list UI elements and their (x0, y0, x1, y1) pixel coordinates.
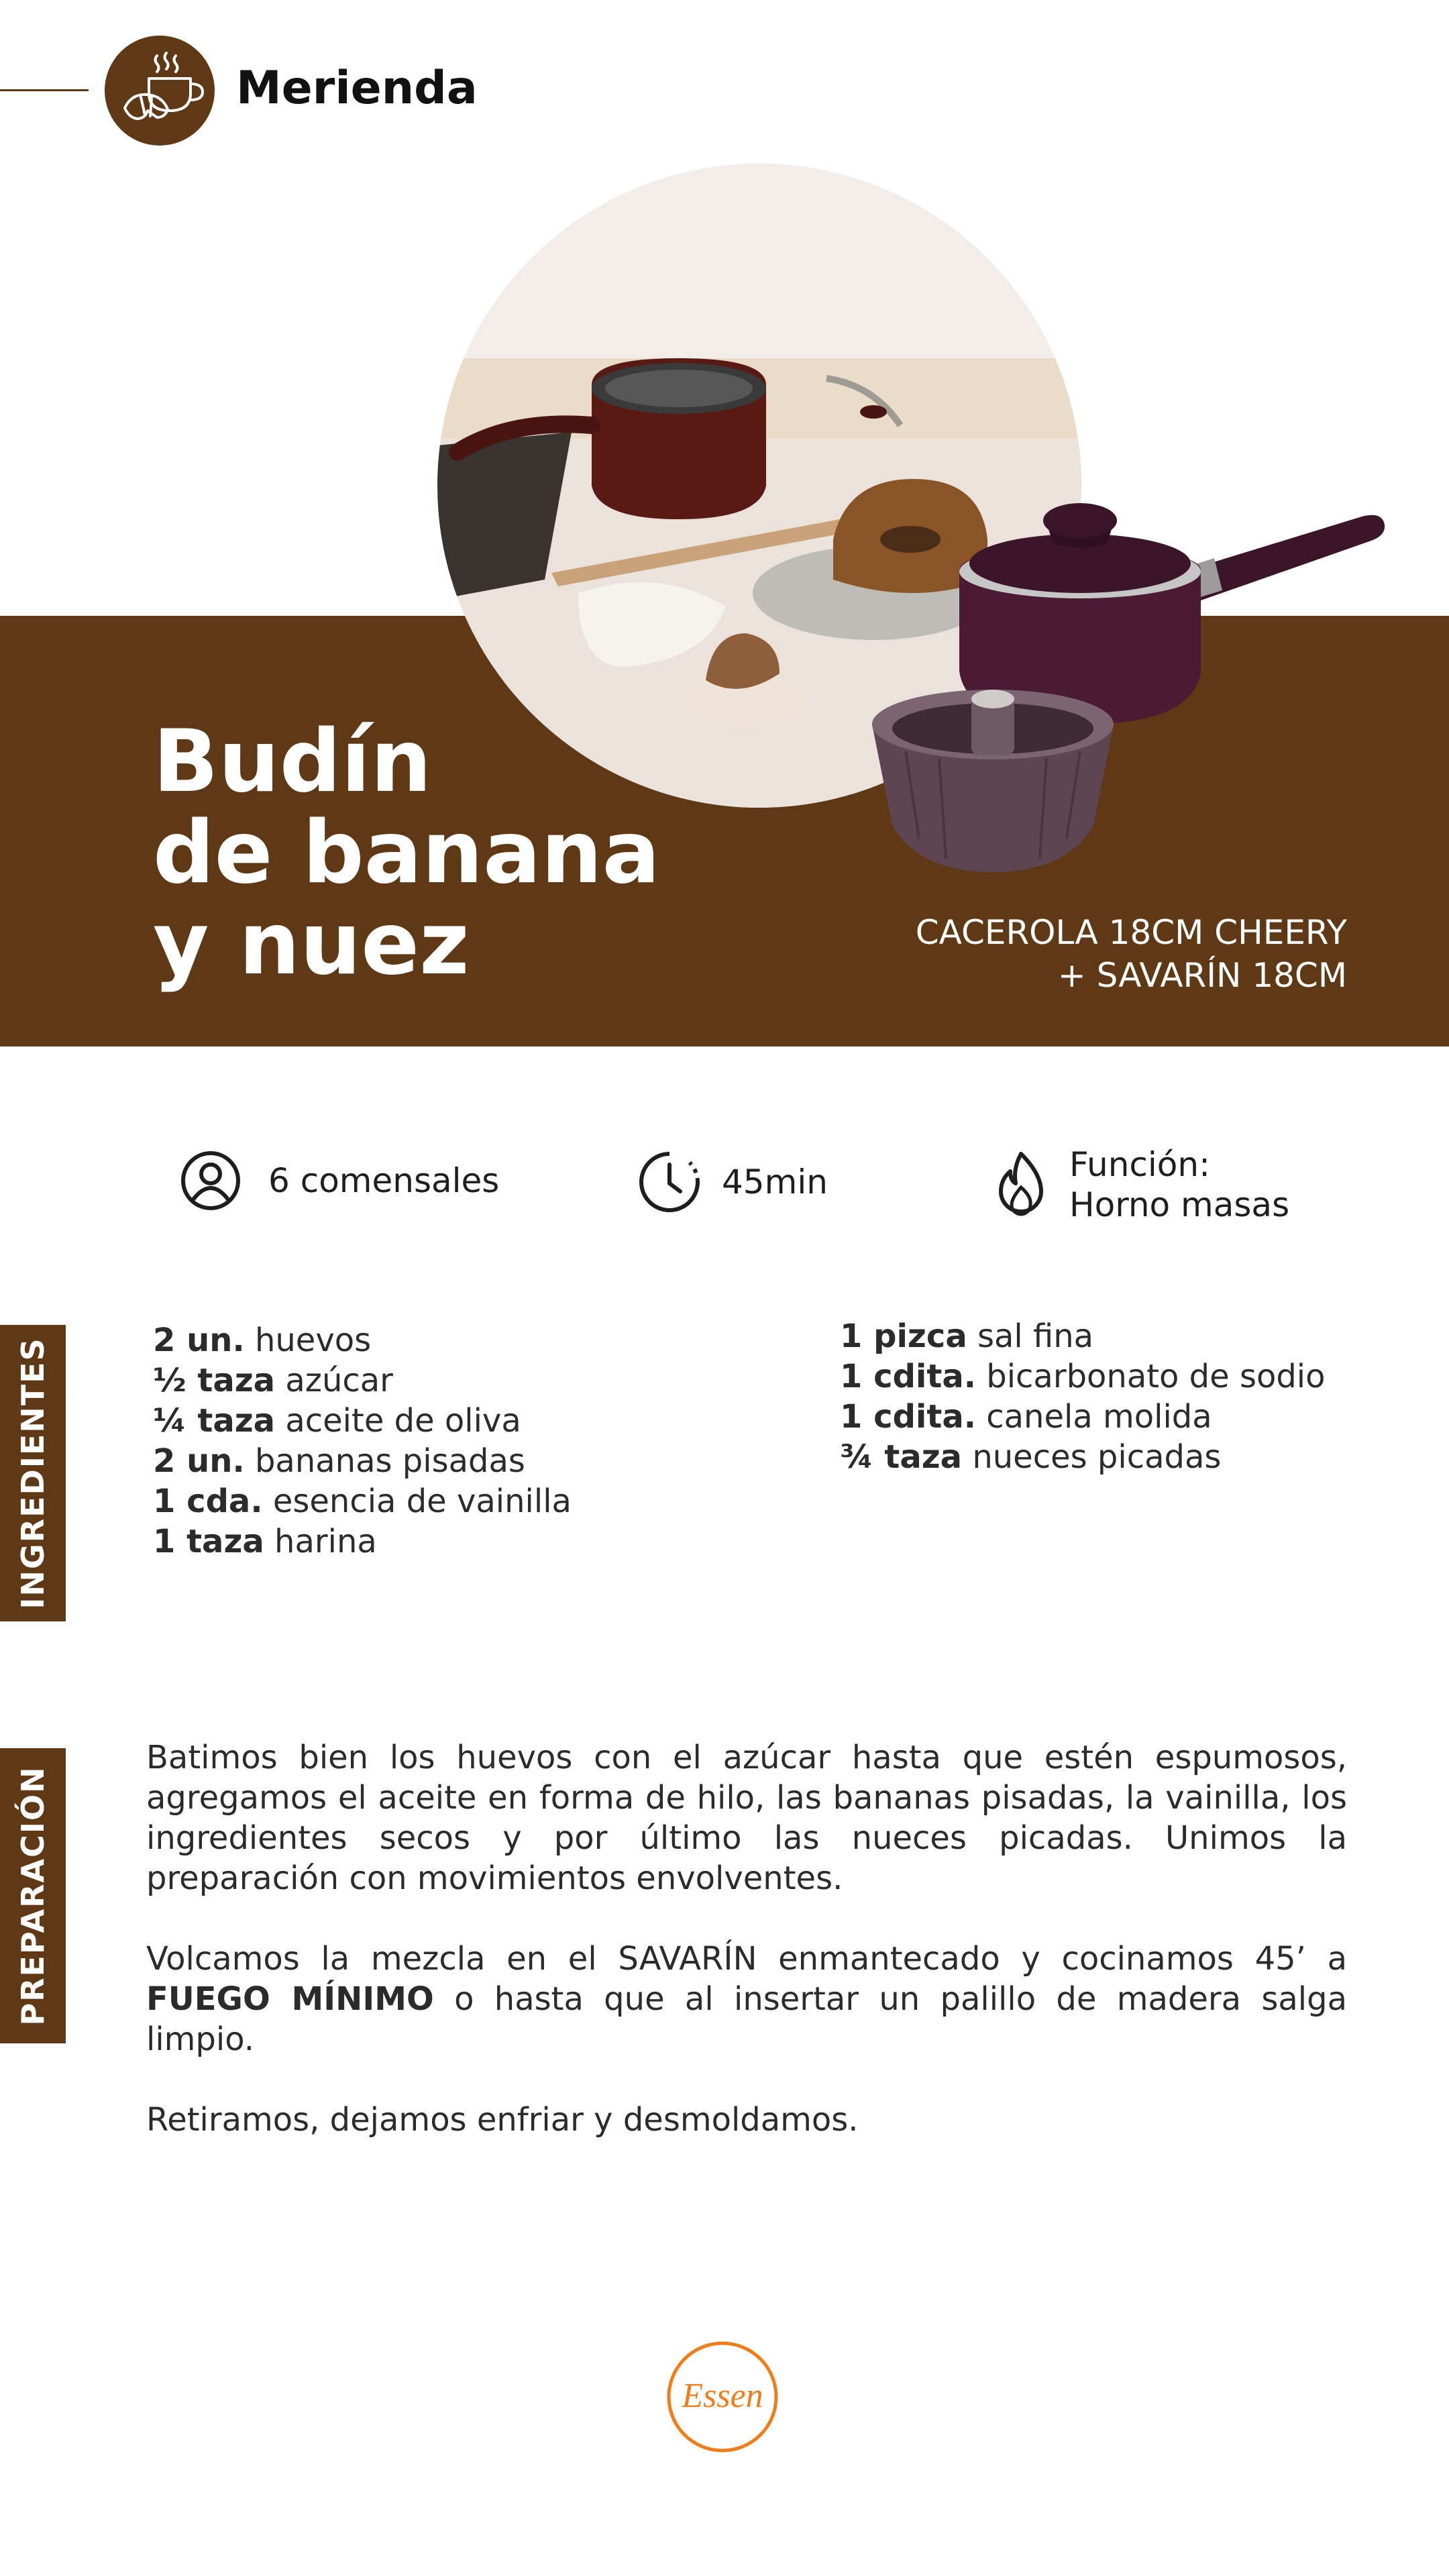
coffee-cup-croissant-icon (105, 36, 215, 146)
preparation-tab (0, 1748, 66, 2043)
clock-icon (637, 1150, 702, 1214)
ingredient-item (840, 1356, 1325, 1397)
title-line-1: Budín (153, 712, 432, 812)
time-info (637, 1150, 828, 1214)
flame-icon (993, 1150, 1049, 1220)
step-2-emphasis: FUEGO MÍNIMO (146, 1980, 434, 2018)
product-label (916, 911, 1347, 997)
user-icon (180, 1150, 241, 1212)
ingredient-name: bicarbonato de sodio (986, 1358, 1326, 1395)
ingredient-qty: ¼ taza (153, 1402, 276, 1440)
product-line-2: + SAVARÍN 18CM (1057, 956, 1347, 995)
preparation-tab-label: PREPARACIÓN (15, 1766, 51, 2026)
ingredient-qty: 2 un. (153, 1322, 245, 1359)
ingredient-qty: 2 un. (153, 1442, 245, 1480)
ingredient-name: huevos (254, 1322, 372, 1359)
ingredient-qty: 1 pizca (840, 1318, 967, 1355)
ingredient-qty: 1 cdita. (840, 1398, 976, 1436)
servings-info (180, 1150, 499, 1212)
ingredient-item (153, 1401, 572, 1441)
ingredient-name: aceite de oliva (285, 1402, 521, 1440)
ingredients-left (153, 1320, 572, 1562)
savarin-mold-image (865, 671, 1120, 885)
preparation-step-3: Retiramos, dejamos enfriar y desmoldamos. (146, 2101, 859, 2139)
logo-text: Essen (682, 2377, 763, 2415)
header-divider (0, 89, 89, 91)
ingredients-tab (0, 1325, 66, 1621)
ingredient-item (153, 1481, 572, 1521)
ingredient-qty: 1 taza (153, 1523, 264, 1560)
step-2-text: Volcamos la mezcla en el SAVARÍN enmantecado y cocinamos 45’ a (146, 1940, 1347, 1978)
title-line-3: y nuez (153, 894, 470, 994)
ingredient-qty: 1 cda. (153, 1483, 263, 1520)
ingredient-name: esencia de vainilla (272, 1483, 572, 1520)
step-2-text-end: o hasta que al insertar un palillo de madera salga limpio. (146, 1980, 1347, 2058)
function-value: Horno masas (1069, 1185, 1290, 1224)
preparation-step-2 (146, 1939, 1347, 2059)
ingredient-name: nueces picadas (972, 1438, 1222, 1476)
ingredient-item (840, 1316, 1325, 1356)
ingredient-item (840, 1397, 1325, 1437)
time-text: 45min (722, 1163, 828, 1201)
function-label: Función: (1069, 1145, 1210, 1184)
essen-logo (665, 2340, 780, 2454)
ingredient-name: bananas pisadas (254, 1442, 525, 1480)
ingredient-qty: 1 cdita. (840, 1358, 976, 1395)
ingredient-name: harina (274, 1523, 377, 1560)
function-info (993, 1144, 1289, 1225)
ingredient-item (153, 1441, 572, 1481)
ingredient-item (840, 1437, 1325, 1477)
ingredient-name: canela molida (986, 1398, 1212, 1436)
title-line-2: de banana (153, 803, 660, 903)
ingredient-item (153, 1320, 572, 1360)
ingredients-right (840, 1316, 1325, 1477)
ingredient-qty: ¾ taza (840, 1438, 963, 1476)
function-text (1069, 1144, 1289, 1225)
ingredient-item (153, 1521, 572, 1562)
ingredient-item (153, 1360, 572, 1401)
recipe-title (153, 712, 660, 994)
ingredient-name: azúcar (285, 1362, 393, 1399)
preparation-step-1: Batimos bien los huevos con el azúcar hasta que estén espumosos, agregamos el aceite en forma de hilo, las bananas pisadas, la vainilla, los ingredientes secos y por último las nueces picadas. Unimos la preparación con movimientos envolventes. (146, 1739, 1347, 1897)
ingredient-name: sal fina (977, 1318, 1094, 1355)
category-title: Merienda (236, 62, 478, 115)
ingredient-qty: ½ taza (153, 1362, 276, 1399)
servings-text: 6 comensales (268, 1161, 500, 1200)
preparation-text (146, 1737, 1347, 2180)
ingredients-tab-label: INGREDIENTES (15, 1337, 51, 1609)
product-line-1: CACEROLA 18CM CHEERY (915, 913, 1347, 952)
